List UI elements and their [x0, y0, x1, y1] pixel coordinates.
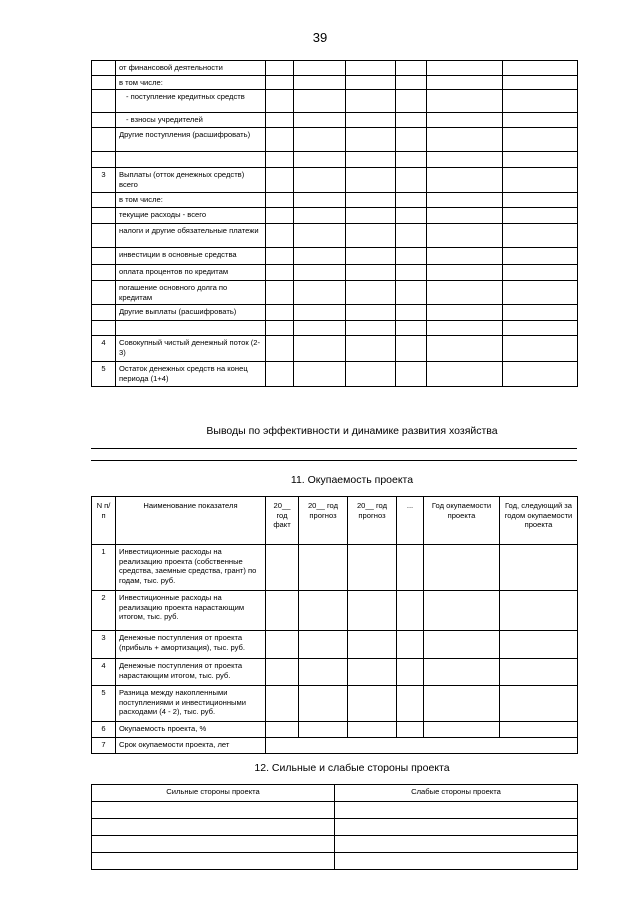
row-number: [92, 90, 116, 113]
weakness-cell[interactable]: [335, 819, 578, 836]
header-year-fact: 20__ год факт: [266, 497, 299, 545]
value-cell[interactable]: [396, 128, 427, 152]
row-number: [92, 248, 116, 265]
value-cell[interactable]: [427, 208, 503, 224]
row-label: Разница между накопленными поступлениями и инвестиционными расходами (4 - 2), тыс. руб.: [116, 686, 266, 722]
value-cell[interactable]: [266, 738, 578, 754]
value-cell[interactable]: [266, 248, 294, 265]
value-cell[interactable]: [396, 336, 427, 362]
value-cell[interactable]: [396, 168, 427, 193]
value-cell[interactable]: [266, 281, 294, 305]
value-cell[interactable]: [346, 208, 396, 224]
value-cell[interactable]: [294, 248, 346, 265]
row-label: налоги и другие обязательные платежи: [116, 224, 266, 248]
value-cell[interactable]: [294, 152, 346, 168]
row-number: 6: [92, 722, 116, 738]
value-cell[interactable]: [266, 265, 294, 281]
value-cell[interactable]: [503, 321, 578, 336]
value-cell[interactable]: [503, 248, 578, 265]
value-cell[interactable]: [346, 128, 396, 152]
table-row: [92, 305, 578, 321]
value-cell[interactable]: [503, 265, 578, 281]
value-cell[interactable]: [397, 545, 424, 591]
value-cell[interactable]: [503, 90, 578, 113]
value-cell[interactable]: [427, 224, 503, 248]
value-cell[interactable]: [427, 305, 503, 321]
value-cell[interactable]: [346, 152, 396, 168]
table-row: [92, 113, 578, 128]
value-cell[interactable]: [397, 722, 424, 738]
value-cell[interactable]: [299, 722, 348, 738]
value-cell[interactable]: [346, 248, 396, 265]
value-cell[interactable]: [503, 193, 578, 208]
header-strengths: Сильные стороны проекта: [92, 785, 335, 802]
conclusions-title: Выводы по эффективности и динамике развития хозяйства: [206, 425, 498, 437]
header-dots: ...: [397, 497, 424, 545]
value-cell[interactable]: [396, 193, 427, 208]
value-cell[interactable]: [294, 224, 346, 248]
value-cell[interactable]: [266, 113, 294, 128]
header-num: N п/п: [92, 497, 116, 545]
row-number: 4: [92, 659, 116, 686]
strength-cell[interactable]: [92, 853, 335, 870]
value-cell[interactable]: [424, 659, 500, 686]
value-cell[interactable]: [346, 362, 396, 387]
value-cell[interactable]: [266, 168, 294, 193]
table-row: [92, 281, 578, 305]
value-cell[interactable]: [396, 305, 427, 321]
value-cell[interactable]: [266, 152, 294, 168]
value-cell[interactable]: [294, 336, 346, 362]
value-cell[interactable]: [396, 75, 427, 90]
row-number: 2: [92, 591, 116, 631]
value-cell[interactable]: [266, 545, 299, 591]
row-label: Инвестиционные расходы на реализацию проекта нарастающим итогом, тыс. руб.: [116, 591, 266, 631]
value-cell[interactable]: [294, 168, 346, 193]
value-cell[interactable]: [266, 321, 294, 336]
table-row: [92, 193, 578, 208]
row-label: Остаток денежных средств на конец периода (1+4): [116, 362, 266, 387]
value-cell[interactable]: [346, 90, 396, 113]
value-cell[interactable]: [503, 224, 578, 248]
value-cell[interactable]: [346, 265, 396, 281]
row-number: 7: [92, 738, 116, 754]
row-label: Другие выплаты (расшифровать): [116, 305, 266, 321]
value-cell[interactable]: [500, 686, 578, 722]
value-cell[interactable]: [266, 61, 294, 76]
header-year-forecast-1: 20__ год прогноз: [299, 497, 348, 545]
value-cell[interactable]: [396, 61, 427, 76]
value-cell[interactable]: [427, 152, 503, 168]
table-row: [92, 208, 578, 224]
value-cell[interactable]: [427, 362, 503, 387]
header-weaknesses: Слабые стороны проекта: [335, 785, 578, 802]
row-label: Окупаемость проекта, %: [116, 722, 266, 738]
row-label: Срок окупаемости проекта, лет: [116, 738, 266, 754]
row-label: [116, 321, 266, 336]
value-cell[interactable]: [503, 336, 578, 362]
row-number: [92, 113, 116, 128]
row-number: 1: [92, 545, 116, 591]
header-payback-year: Год окупаемости проекта: [424, 497, 500, 545]
value-cell[interactable]: [346, 75, 396, 90]
table-row: [92, 545, 578, 591]
value-cell[interactable]: [266, 90, 294, 113]
weakness-cell[interactable]: [335, 836, 578, 853]
value-cell[interactable]: [348, 659, 397, 686]
row-number: 3: [92, 168, 116, 193]
row-number: 4: [92, 336, 116, 362]
row-label: текущие расходы - всего: [116, 208, 266, 224]
row-label: Выплаты (отток денежных средств) всего: [116, 168, 266, 193]
value-cell[interactable]: [427, 90, 503, 113]
row-label: погашение основного долга по кредитам: [116, 281, 266, 305]
value-cell[interactable]: [503, 362, 578, 387]
value-cell[interactable]: [294, 90, 346, 113]
value-cell[interactable]: [503, 61, 578, 76]
value-cell[interactable]: [427, 193, 503, 208]
value-cell[interactable]: [294, 193, 346, 208]
value-cell[interactable]: [266, 193, 294, 208]
value-cell[interactable]: [503, 152, 578, 168]
row-number: [92, 281, 116, 305]
swot-row: [92, 836, 578, 853]
table-row: [92, 61, 578, 76]
table-row: [92, 265, 578, 281]
row-label: Другие поступления (расшифровать): [116, 128, 266, 152]
value-cell[interactable]: [427, 321, 503, 336]
value-cell[interactable]: [427, 75, 503, 90]
value-cell[interactable]: [266, 631, 299, 659]
row-label: в том числе:: [116, 75, 266, 90]
value-cell[interactable]: [427, 281, 503, 305]
value-cell[interactable]: [397, 659, 424, 686]
value-cell[interactable]: [294, 281, 346, 305]
table-row: [92, 686, 578, 722]
value-cell[interactable]: [348, 591, 397, 631]
value-cell[interactable]: [427, 265, 503, 281]
value-cell[interactable]: [348, 722, 397, 738]
row-number: 3: [92, 631, 116, 659]
value-cell[interactable]: [397, 591, 424, 631]
weakness-cell[interactable]: [335, 802, 578, 819]
row-number: [92, 61, 116, 76]
value-cell[interactable]: [503, 305, 578, 321]
value-cell[interactable]: [503, 281, 578, 305]
swot-title: 12. Сильные и слабые стороны проекта: [254, 762, 450, 774]
table-row: [92, 248, 578, 265]
value-cell[interactable]: [427, 336, 503, 362]
row-number: [92, 128, 116, 152]
swot-row: [92, 802, 578, 819]
value-cell[interactable]: [500, 659, 578, 686]
table-row: [92, 75, 578, 90]
value-cell[interactable]: [266, 128, 294, 152]
row-label: [116, 152, 266, 168]
weakness-cell[interactable]: [335, 853, 578, 870]
row-label: инвестиции в основные средства: [116, 248, 266, 265]
row-number: [92, 265, 116, 281]
table-row: [92, 224, 578, 248]
page-number: 39: [312, 30, 328, 45]
row-number: [92, 193, 116, 208]
value-cell[interactable]: [294, 75, 346, 90]
table-row: [92, 722, 578, 738]
value-cell[interactable]: [294, 61, 346, 76]
cashflow-table: [91, 60, 578, 387]
value-cell[interactable]: [294, 208, 346, 224]
value-cell[interactable]: [266, 208, 294, 224]
table-row: [92, 321, 578, 336]
table-row: [92, 336, 578, 362]
row-number: [92, 75, 116, 90]
value-cell[interactable]: [396, 281, 427, 305]
value-cell[interactable]: [266, 362, 294, 387]
table-row: [92, 591, 578, 631]
value-cell[interactable]: [294, 321, 346, 336]
value-cell[interactable]: [294, 362, 346, 387]
value-cell[interactable]: [396, 362, 427, 387]
value-cell[interactable]: [346, 168, 396, 193]
header-name: Наименование показателя: [116, 497, 266, 545]
value-cell[interactable]: [424, 722, 500, 738]
value-cell[interactable]: [299, 545, 348, 591]
value-cell[interactable]: [396, 248, 427, 265]
value-cell[interactable]: [266, 722, 299, 738]
row-number: [92, 152, 116, 168]
value-cell[interactable]: [503, 113, 578, 128]
value-cell[interactable]: [397, 686, 424, 722]
value-cell[interactable]: [424, 545, 500, 591]
table-row: [92, 90, 578, 113]
value-cell[interactable]: [396, 90, 427, 113]
value-cell[interactable]: [348, 545, 397, 591]
value-cell[interactable]: [266, 224, 294, 248]
value-cell[interactable]: [266, 591, 299, 631]
value-cell[interactable]: [299, 659, 348, 686]
value-cell[interactable]: [346, 336, 396, 362]
header-next-year: Год, следующий за годом окупаемости проекта: [500, 497, 578, 545]
strength-cell[interactable]: [92, 819, 335, 836]
row-number: [92, 224, 116, 248]
value-cell[interactable]: [427, 61, 503, 76]
value-cell[interactable]: [424, 591, 500, 631]
value-cell[interactable]: [294, 265, 346, 281]
conclusions-line-2: [91, 460, 577, 461]
value-cell[interactable]: [427, 113, 503, 128]
value-cell[interactable]: [346, 321, 396, 336]
row-label: - поступление кредитных средств: [116, 90, 266, 113]
table-row: [92, 362, 578, 387]
table-row: [92, 128, 578, 152]
value-cell[interactable]: [500, 631, 578, 659]
table-row: [92, 152, 578, 168]
value-cell[interactable]: [266, 686, 299, 722]
row-label: Денежные поступления от проекта (прибыль + амортизация), тыс. руб.: [116, 631, 266, 659]
value-cell[interactable]: [396, 113, 427, 128]
value-cell[interactable]: [294, 305, 346, 321]
value-cell[interactable]: [503, 75, 578, 90]
value-cell[interactable]: [294, 113, 346, 128]
row-label: в том числе:: [116, 193, 266, 208]
value-cell[interactable]: [500, 545, 578, 591]
value-cell[interactable]: [346, 224, 396, 248]
value-cell[interactable]: [427, 128, 503, 152]
value-cell[interactable]: [427, 168, 503, 193]
value-cell[interactable]: [346, 193, 396, 208]
strength-cell[interactable]: [92, 836, 335, 853]
value-cell[interactable]: [346, 61, 396, 76]
value-cell[interactable]: [396, 265, 427, 281]
table-row: [92, 738, 578, 754]
row-label: Совокупный чистый денежный поток (2-3): [116, 336, 266, 362]
value-cell[interactable]: [299, 631, 348, 659]
value-cell[interactable]: [396, 152, 427, 168]
table-row: [92, 659, 578, 686]
value-cell[interactable]: [346, 281, 396, 305]
swot-row: [92, 819, 578, 836]
table-row: [92, 631, 578, 659]
table-row: [92, 168, 578, 193]
value-cell[interactable]: [500, 722, 578, 738]
value-cell[interactable]: [397, 631, 424, 659]
row-label: оплата процентов по кредитам: [116, 265, 266, 281]
row-label: Инвестиционные расходы на реализацию проекта (собственные средства, заемные средства, грант) по годам, тыс. руб.: [116, 545, 266, 591]
swot-row: [92, 853, 578, 870]
value-cell[interactable]: [299, 591, 348, 631]
value-cell[interactable]: [346, 305, 396, 321]
conclusions-line-1: [91, 448, 577, 449]
value-cell[interactable]: [346, 113, 396, 128]
value-cell[interactable]: [266, 75, 294, 90]
swot-table: [91, 784, 578, 870]
row-label: от финансовой деятельности: [116, 61, 266, 76]
value-cell[interactable]: [503, 208, 578, 224]
payback-title: 11. Окупаемость проекта: [290, 474, 414, 486]
value-cell[interactable]: [500, 591, 578, 631]
row-label: - взносы учредителей: [116, 113, 266, 128]
header-year-forecast-2: 20__ год прогноз: [348, 497, 397, 545]
value-cell[interactable]: [396, 321, 427, 336]
row-number: [92, 321, 116, 336]
value-cell[interactable]: [396, 208, 427, 224]
payback-table: [91, 496, 578, 754]
row-number: [92, 208, 116, 224]
value-cell[interactable]: [427, 248, 503, 265]
value-cell[interactable]: [299, 686, 348, 722]
value-cell[interactable]: [294, 128, 346, 152]
row-number: 5: [92, 362, 116, 387]
value-cell[interactable]: [266, 305, 294, 321]
row-number: 5: [92, 686, 116, 722]
value-cell[interactable]: [396, 224, 427, 248]
value-cell[interactable]: [424, 686, 500, 722]
value-cell[interactable]: [424, 631, 500, 659]
row-label: Денежные поступления от проекта нарастающим итогом, тыс. руб.: [116, 659, 266, 686]
value-cell[interactable]: [348, 686, 397, 722]
value-cell[interactable]: [503, 128, 578, 152]
strength-cell[interactable]: [92, 802, 335, 819]
value-cell[interactable]: [348, 631, 397, 659]
value-cell[interactable]: [266, 336, 294, 362]
value-cell[interactable]: [266, 659, 299, 686]
row-number: [92, 305, 116, 321]
value-cell[interactable]: [503, 168, 578, 193]
